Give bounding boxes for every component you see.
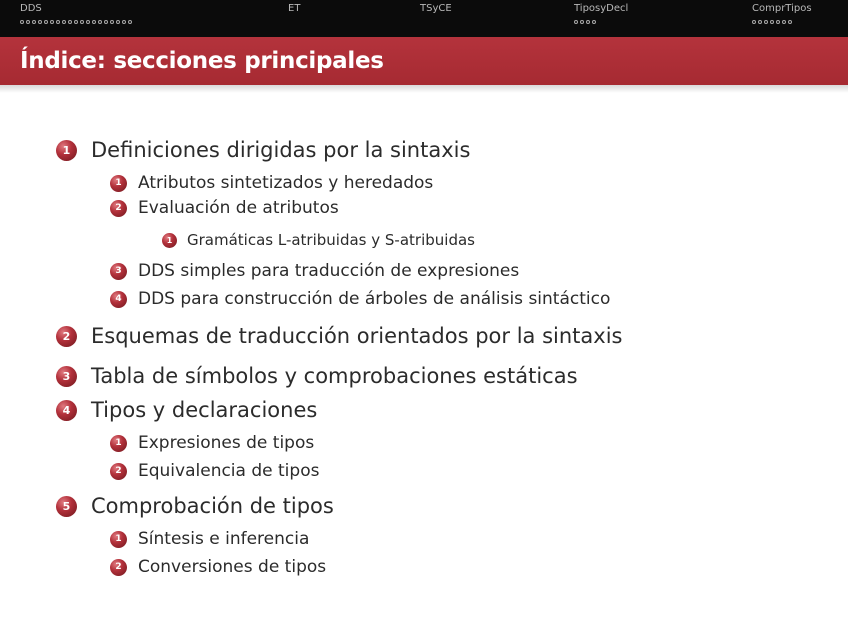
title-shadow (0, 85, 848, 93)
nav-section-label: DDS (20, 3, 42, 14)
toc-section-4[interactable] (56, 398, 317, 422)
toc-section-label: Tabla de símbolos y comprobaciones estáticas (91, 364, 578, 388)
nav-frame-dot[interactable] (68, 20, 72, 24)
toc-section-5[interactable] (56, 494, 334, 518)
nav-section-et[interactable] (288, 3, 300, 20)
subsection-number-ball: 2 (110, 463, 127, 480)
nav-frame-dots (574, 20, 628, 24)
toc-subsection-label: Evaluación de atributos (138, 198, 339, 218)
toc-subsubsection-label: Gramáticas L-atribuidas y S-atribuidas (187, 231, 475, 249)
nav-frame-dot[interactable] (98, 20, 102, 24)
nav-section-tsyce[interactable] (420, 3, 452, 20)
nav-frame-dot[interactable] (50, 20, 54, 24)
nav-frame-dot[interactable] (580, 20, 584, 24)
toc-subsection-label: Síntesis e inferencia (138, 529, 310, 549)
toc-subsection-label: Expresiones de tipos (138, 433, 315, 453)
subsubsection-number-ball: 1 (162, 233, 177, 248)
nav-frame-dot[interactable] (80, 20, 84, 24)
nav-frame-dot[interactable] (758, 20, 762, 24)
nav-frame-dot[interactable] (116, 20, 120, 24)
subsection-number-ball: 1 (110, 435, 127, 452)
nav-frame-dot[interactable] (110, 20, 114, 24)
toc-subsection-label: Atributos sintetizados y heredados (138, 173, 434, 193)
nav-section-label: ComprTipos (752, 3, 812, 14)
nav-frame-dot[interactable] (86, 20, 90, 24)
nav-frame-dot[interactable] (770, 20, 774, 24)
toc-subsection-4-2[interactable] (110, 461, 319, 481)
toc-section-2[interactable] (56, 324, 622, 348)
nav-frame-dot[interactable] (764, 20, 768, 24)
toc-subsection-1-3[interactable] (110, 261, 519, 281)
section-number-ball: 5 (56, 496, 77, 517)
nav-frame-dot[interactable] (776, 20, 780, 24)
nav-frame-dot[interactable] (26, 20, 30, 24)
subsection-number-ball: 2 (110, 200, 127, 217)
nav-frame-dots (20, 20, 132, 24)
toc-subsection-5-1[interactable] (110, 529, 309, 549)
toc-section-1[interactable] (56, 138, 470, 162)
subsection-number-ball: 1 (110, 175, 127, 192)
nav-frame-dot[interactable] (20, 20, 24, 24)
nav-section-label: TSyCE (420, 3, 452, 14)
nav-frame-dot[interactable] (592, 20, 596, 24)
nav-frame-dots (752, 20, 812, 24)
nav-frame-dot[interactable] (752, 20, 756, 24)
nav-frame-dot[interactable] (128, 20, 132, 24)
nav-frame-dot[interactable] (104, 20, 108, 24)
frame-title: Índice: secciones principales (20, 48, 384, 74)
nav-frame-dot[interactable] (74, 20, 78, 24)
toc-subsubsection-1-2-1[interactable] (162, 231, 475, 249)
nav-frame-dot[interactable] (92, 20, 96, 24)
toc-section-label: Comprobación de tipos (91, 494, 334, 518)
nav-section-tiposydecl[interactable] (574, 3, 628, 24)
section-number-ball: 4 (56, 400, 77, 421)
nav-frame-dot[interactable] (56, 20, 60, 24)
toc-subsection-1-1[interactable] (110, 173, 433, 193)
nav-frame-dot[interactable] (788, 20, 792, 24)
section-number-ball: 1 (56, 140, 77, 161)
section-number-ball: 3 (56, 366, 77, 387)
toc-subsection-label: Conversiones de tipos (138, 557, 327, 577)
toc-section-label: Definiciones dirigidas por la sintaxis (91, 138, 471, 162)
nav-frame-dot[interactable] (44, 20, 48, 24)
nav-section-label: TiposyDecl (574, 3, 629, 14)
toc-subsection-1-4[interactable] (110, 289, 610, 309)
nav-frame-dot[interactable] (586, 20, 590, 24)
nav-section-dds[interactable] (20, 3, 132, 24)
subsection-number-ball: 3 (110, 263, 127, 280)
toc-section-3[interactable] (56, 364, 578, 388)
section-number-ball: 2 (56, 326, 77, 347)
nav-frame-dot[interactable] (62, 20, 66, 24)
nav-frame-dot[interactable] (32, 20, 36, 24)
subsection-number-ball: 2 (110, 559, 127, 576)
nav-section-label: ET (288, 3, 301, 14)
nav-frame-dot[interactable] (782, 20, 786, 24)
toc-subsection-5-2[interactable] (110, 557, 326, 577)
nav-section-comprtipos[interactable] (752, 3, 812, 24)
toc-section-label: Esquemas de traducción orientados por la sintaxis (91, 324, 623, 348)
section-navigation-bar (0, 0, 848, 37)
nav-frame-dot[interactable] (122, 20, 126, 24)
frame-title-bar (0, 37, 848, 85)
toc-subsection-4-1[interactable] (110, 433, 314, 453)
toc-subsection-1-2[interactable] (110, 198, 339, 218)
toc-subsection-label: Equivalencia de tipos (138, 461, 320, 481)
subsection-number-ball: 4 (110, 291, 127, 308)
toc-section-label: Tipos y declaraciones (91, 398, 318, 422)
nav-frame-dot[interactable] (574, 20, 578, 24)
nav-frame-dot[interactable] (38, 20, 42, 24)
toc-subsection-label: DDS para construcción de árboles de análisis sintáctico (138, 289, 611, 309)
toc-subsection-label: DDS simples para traducción de expresiones (138, 261, 520, 281)
subsection-number-ball: 1 (110, 531, 127, 548)
